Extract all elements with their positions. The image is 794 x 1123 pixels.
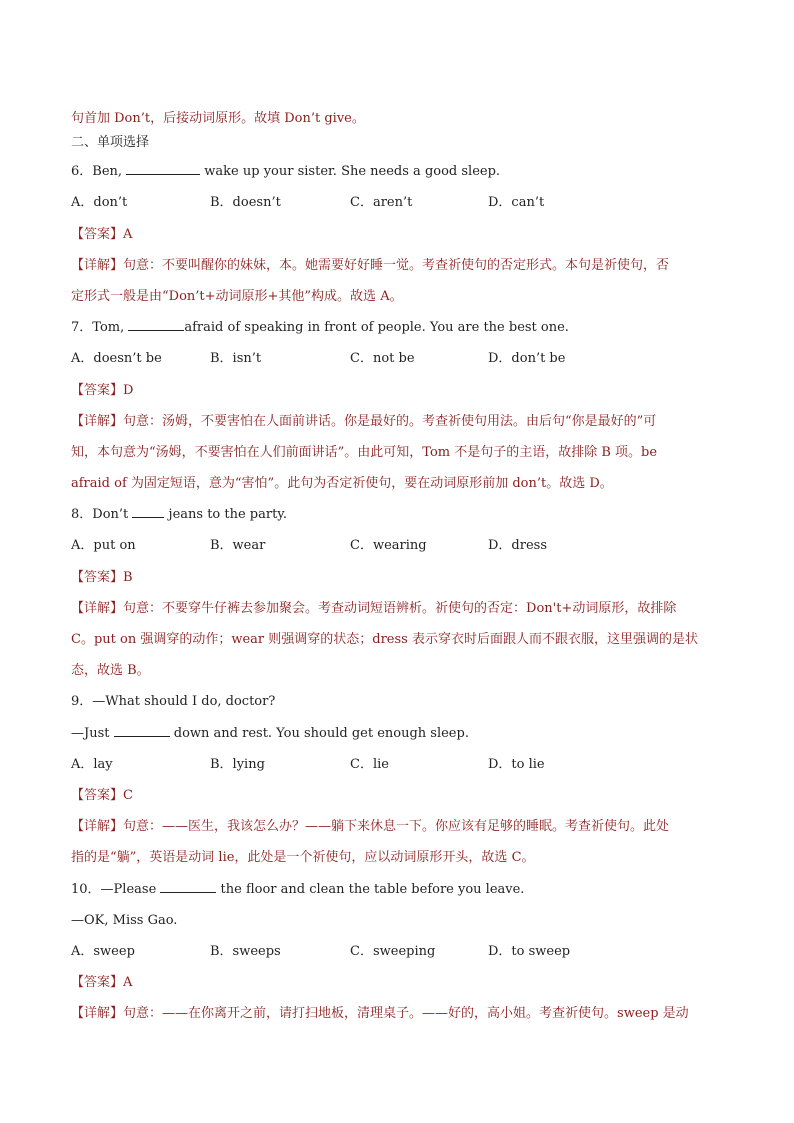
detail-text: 句意：——医生，我该怎么办？——躺下来休息一下。你应该有足够的睡眠。考查祈使句。此处 [123,819,670,835]
section-title: 二、单项选择 [71,135,150,151]
question-10-answer [71,967,723,998]
answer-blank [128,318,184,331]
option-c: C．wearing [350,538,427,554]
answer-tag: 【答案】 [71,569,124,585]
question-7-detail-line-1 [71,406,723,437]
question-text-after: the floor and clean the table before you leave. [216,881,525,897]
question-text-after: down and rest. You should get enough sleep. [169,725,469,741]
answer-value: C [123,787,133,803]
option-b: B．lying [210,756,265,772]
question-9-line-2 [71,718,723,749]
answer-value: A [123,226,133,242]
question-number: 6． [71,164,93,180]
answer-tag: 【答案】 [71,975,124,991]
detail-tag: 【详解】 [71,600,124,616]
question-10-options [71,936,723,967]
question-6-detail-line-2: 定形式一般是由“Don’t+动词原形+其他”构成。故选 A。 [71,288,403,304]
answer-blank [160,880,216,893]
question-text-after: afraid of speaking in front of people. You are the best one. [184,320,569,336]
option-c: C．lie [350,756,389,772]
question-number: 10． [71,881,101,897]
option-c: C．sweeping [350,943,436,959]
question-9-detail-line-1 [71,811,723,842]
answer-blank [132,505,164,518]
question-6 [71,156,723,187]
detail-tag: 【详解】 [71,413,124,429]
option-b: B．isn’t [210,351,262,367]
option-d: D．dress [488,538,547,554]
answer-blank [126,162,200,175]
question-number: 7． [71,320,93,336]
question-8-detail-line-1 [71,593,723,624]
option-c: C．not be [350,351,415,367]
question-10 [71,874,723,905]
question-10-line-2: —OK, Miss Gao. [71,912,178,928]
question-text-before: Don’t [92,507,133,523]
question-9-options [71,749,723,780]
detail-text: 句意：不要叫醒你的妹妹，本。她需要好好睡一觉。考查祈使句的否定形式。本句是祈使句，否 [123,257,670,273]
option-d: D．don’t be [488,351,566,367]
answer-tag: 【答案】 [71,382,124,398]
option-a: A．don’t [71,195,128,211]
question-8-detail-line-3: 态，故选 B。 [71,663,150,679]
question-8-options [71,530,723,561]
question-6-detail-line-1 [71,250,723,281]
question-text-before: —Just [71,725,114,741]
answer-tag: 【答案】 [71,226,124,242]
detail-tag: 【详解】 [71,1006,124,1022]
question-6-options [71,187,723,218]
document-page [71,103,723,1029]
intro-line: 句首加 Don’t，后接动词原形。故填 Don’t give。 [71,111,365,126]
question-7-answer [71,375,723,406]
option-a: A．lay [71,756,113,772]
option-a: A．sweep [71,943,135,959]
answer-value: A [123,975,133,991]
question-6-answer [71,219,723,250]
question-text-before: —Please [100,881,161,897]
detail-text: 句意：汤姆，不要害怕在人面前讲话。你是最好的。考查祈使句用法。由后句“你是最好的”可 [123,413,657,429]
question-7-detail-line-2: 知，本句意为“汤姆，不要害怕在人们前面讲话”。由此可知，Tom 不是句子的主语，故排除 B 项。be [71,444,658,460]
option-b: B．wear [210,538,266,554]
option-d: D．to lie [488,756,545,772]
question-text-before: Tom, [92,320,129,336]
option-a: A．doesn’t be [71,351,162,367]
option-d: D．to sweep [488,943,571,959]
answer-blank [114,724,170,737]
question-7 [71,312,723,343]
detail-tag: 【详解】 [71,819,124,835]
question-8-detail-line-2: C。put on 强调穿的动作；wear 则强调穿的状态；dress 表示穿衣时后面跟人而不跟衣服，这里强调的是状 [71,632,698,647]
option-b: B．doesn’t [210,195,281,211]
detail-tag: 【详解】 [71,257,124,273]
question-text-after: wake up your sister. She needs a good sleep. [200,164,501,180]
option-b: B．sweeps [210,943,281,959]
answer-value: B [123,569,133,585]
question-10-detail-line-1 [71,998,723,1029]
question-text-after: jeans to the party. [164,507,288,523]
question-number: 9． [71,694,93,710]
option-d: D．can’t [488,195,545,211]
question-8-answer [71,562,723,593]
answer-value: D [123,382,134,398]
question-text-line-1: —What should I do, doctor? [92,694,276,710]
question-text-before: Ben, [92,164,127,180]
detail-text: 句意：——在你离开之前，请打扫地板，清理桌子。——好的，高小姐。考查祈使句。sweep 是动 [123,1006,689,1022]
question-7-options [71,343,723,374]
option-a: A．put on [71,538,136,554]
question-9 [71,686,723,717]
question-number: 8． [71,507,93,523]
question-9-detail-line-2: 指的是“躺”，英语是动词 lie，此处是一个祈使句，应以动词原形开头，故选 C。 [71,850,535,866]
answer-tag: 【答案】 [71,787,124,803]
question-8 [71,499,723,530]
question-7-detail-line-3: afraid of 为固定短语，意为“害怕”。此句为否定祈使句，要在动词原形前加 don’t。故选 D。 [71,476,613,492]
detail-text: 句意：不要穿牛仔裤去参加聚会。考查动词短语辨析。祈使句的否定：Don't+动词原形，故排除 [123,600,677,616]
option-c: C．aren’t [350,195,413,211]
question-9-answer [71,780,723,811]
